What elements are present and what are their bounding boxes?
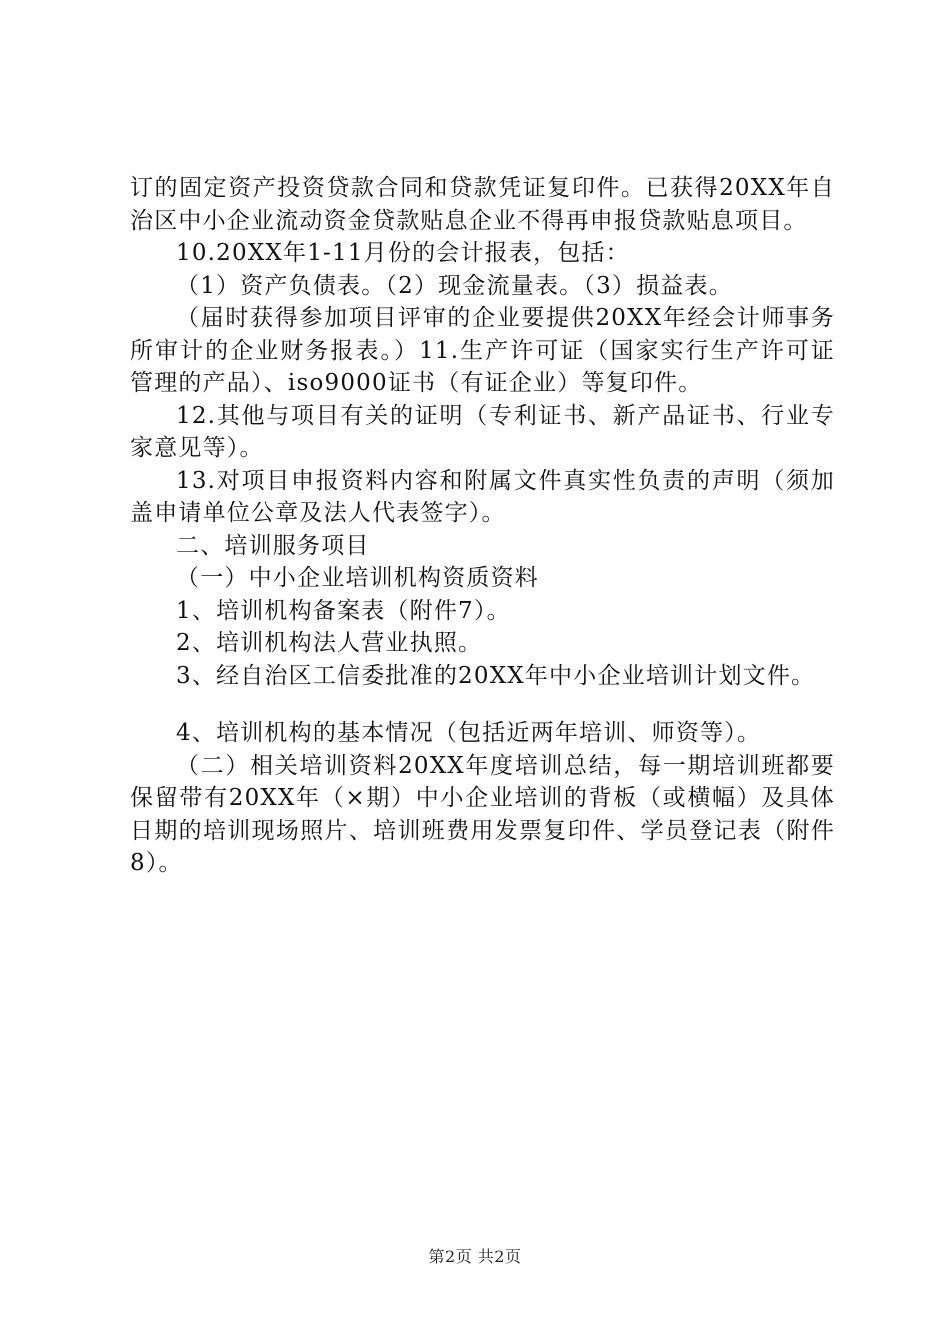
paragraph-training-item-4: 4、培训机构的基本情况（包括近两年培训、师资等）。 bbox=[176, 720, 762, 746]
paragraph-item-10: 10.20XX年1-11月份的会计报表，包括： bbox=[176, 240, 630, 266]
paragraph-item-11: （届时获得参加项目评审的企业要提供20XX年经会计师事务所审计的企业财务报表。）11.生产许可证（国家实行生产许可证管理的产品）、iso9000证书（有证企业）等复印件。 bbox=[130, 305, 835, 396]
page-number-footer: 第2页 共2页 bbox=[428, 1247, 522, 1266]
paragraph-report-list: （1）资产负债表。（2）现金流量表。（3）损益表。 bbox=[176, 272, 733, 299]
section-heading-training: 二、培训服务项目 bbox=[176, 532, 370, 559]
subsection-heading-qualification: （一）中小企业培训机构资质资料 bbox=[176, 565, 539, 591]
document-body bbox=[130, 172, 835, 880]
paragraph-training-item-3: 3、经自治区工信委批准的20XX年中小企业培训计划文件。 bbox=[176, 662, 816, 689]
paragraph-training-item-2: 2、培训机构法人营业执照。 bbox=[176, 630, 483, 656]
paragraph-item-12: 12.其他与项目有关的证明（专利证书、新产品证书、行业专家意见等）。 bbox=[130, 402, 835, 461]
paragraph-loan-contract: 订的固定资产投资贷款合同和贷款凭证复印件。已获得20XX年自治区中小企业流动资金贷款贴息企业不得再申报贷款贴息项目。 bbox=[130, 175, 835, 234]
paragraph-training-materials: （二）相关培训资料20XX年度培训总结，每一期培训班都要保留带有20XX年（×期）中小企业培训的背板（或横幅）及具体日期的培训现场照片、培训班费用发票复印件、学员登记表（附件8）。 bbox=[130, 752, 835, 876]
paragraph-item-13: 13.对项目申报资料内容和附属文件真实性负责的声明（须加盖申请单位公章及法人代表签字）。 bbox=[130, 467, 835, 526]
paragraph-training-item-1: 1、培训机构备案表（附件7）。 bbox=[176, 597, 511, 624]
